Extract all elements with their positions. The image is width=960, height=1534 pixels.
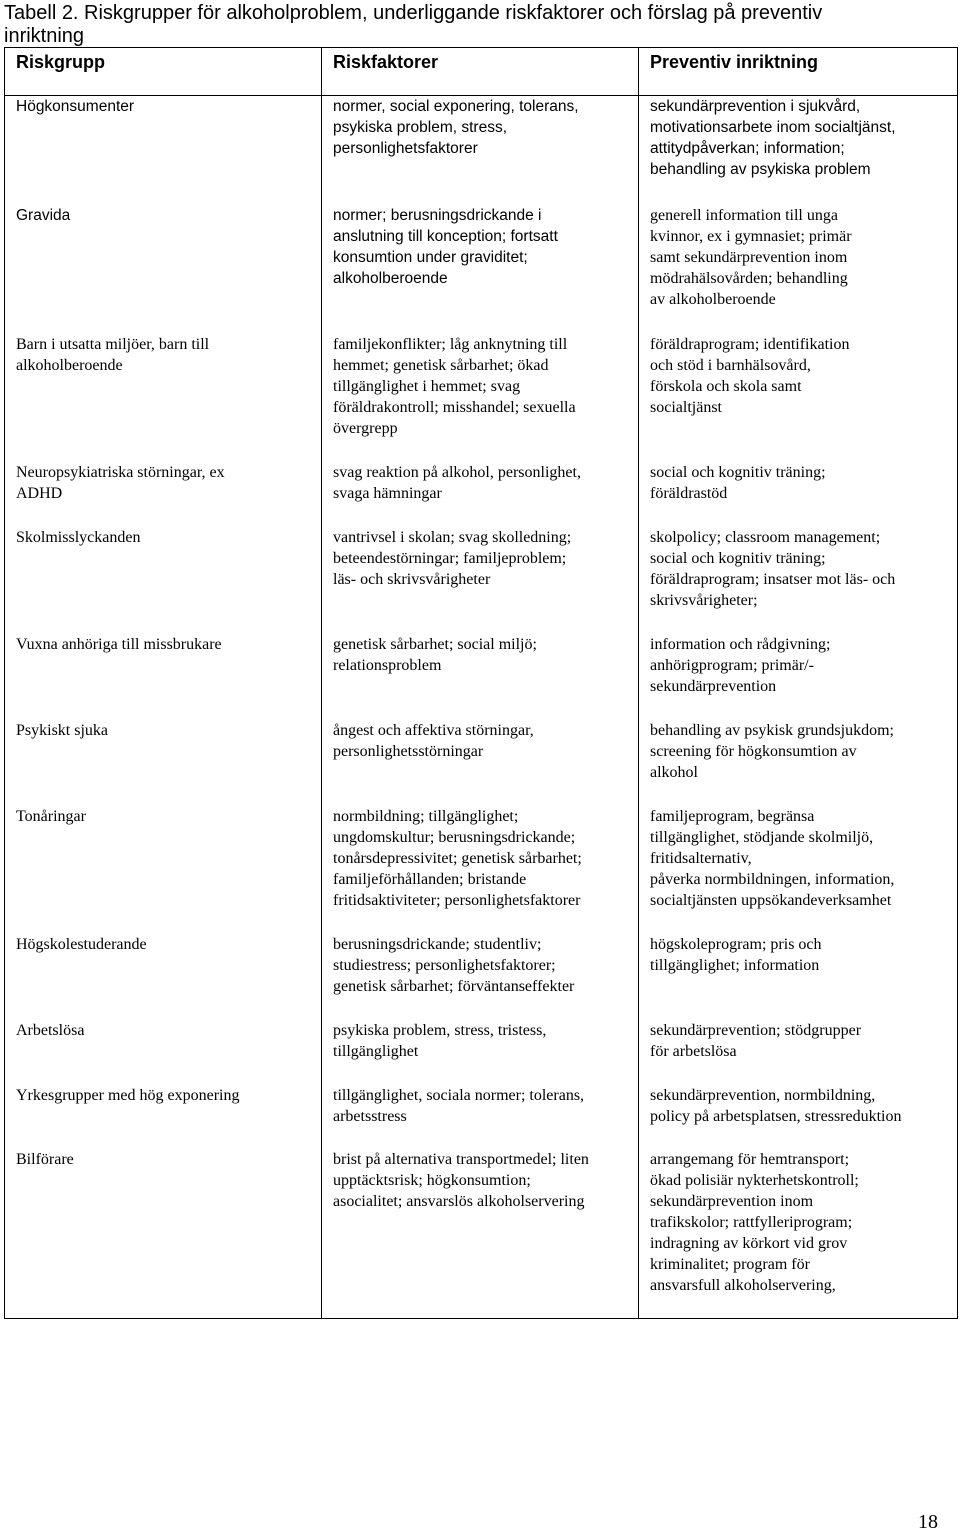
risk-group-cell: Psykiskt sjuka [5, 720, 322, 806]
prevention-cell: social och kognitiv träning; föräldrastöd [639, 462, 958, 527]
risk-group-cell: Barn i utsatta miljöer, barn till alkoholberoende [5, 334, 322, 462]
prevention-cell: sekundärprevention, normbildning, policy på arbetsplatsen, stressreduktion [639, 1085, 958, 1149]
column-header-preventiv-inriktning: Preventiv inriktning [639, 48, 958, 96]
risk-factor-cell: normer, social exponering, tolerans, psykiska problem, stress, personlighetsfaktorer [322, 96, 639, 205]
prevention-cell: generell information till unga kvinnor, ex i gymnasiet; primär samt sekundärprevention inom mödrahälsovården; behandling av alkoholberoende [639, 205, 958, 334]
table-row [5, 806, 958, 934]
risk-group-cell: Vuxna anhöriga till missbrukare [5, 634, 322, 720]
risk-factor-cell: brist på alternativa transportmedel; liten upptäcktsrisk; högkonsumtion; asocialitet; ansvarslös alkoholservering [322, 1149, 639, 1319]
table-row [5, 96, 958, 205]
table-row [5, 462, 958, 527]
risk-factor-cell: vantrivsel i skolan; svag skolledning; beteendestörningar; familjeproblem; läs- och skrivsvårigheter [322, 527, 639, 634]
prevention-cell: skolpolicy; classroom management; social och kognitiv träning; föräldraprogram; insatser mot läs- och skrivsvårigheter; [639, 527, 958, 634]
prevention-cell: högskoleprogram; pris och tillgänglighet; information [639, 934, 958, 1020]
risk-group-cell: Högkonsumenter [5, 96, 322, 205]
table-row [5, 934, 958, 1020]
risk-factor-cell: normbildning; tillgänglighet; ungdomskultur; berusningsdrickande; tonårsdepressivitet; genetisk sårbarhet; familjeförhållanden; bristande fritidsaktiviteter; personlighetsfaktorer [322, 806, 639, 934]
table-row [5, 527, 958, 634]
prevention-cell: föräldraprogram; identifikation och stöd i barnhälsovård, förskola och skola samt socialtjänst [639, 334, 958, 462]
table-row [5, 1020, 958, 1085]
risk-table [4, 47, 958, 1319]
prevention-cell: sekundärprevention; stödgrupper för arbetslösa [639, 1020, 958, 1085]
risk-group-cell: Neuropsykiatriska störningar, ex ADHD [5, 462, 322, 527]
prevention-cell: familjeprogram, begränsa tillgänglighet, stödjande skolmiljö, fritidsalternativ, påverka normbildningen, information, socialtjänsten uppsökandeverksamhet [639, 806, 958, 934]
risk-factor-cell: normer; berusningsdrickande i anslutning till konception; fortsatt konsumtion under graviditet; alkoholberoende [322, 205, 639, 334]
risk-factor-cell: svag reaktion på alkohol, personlighet, svaga hämningar [322, 462, 639, 527]
table-row [5, 1149, 958, 1319]
risk-factor-cell: berusningsdrickande; studentliv; studiestress; personlighetsfaktorer; genetisk sårbarhet; förväntanseffekter [322, 934, 639, 1020]
risk-factor-cell: familjekonflikter; låg anknytning till hemmet; genetisk sårbarhet; ökad tillgänglighet i hemmet; svag föräldrakontroll; misshandel; sexuella övergrepp [322, 334, 639, 462]
risk-group-cell: Arbetslösa [5, 1020, 322, 1085]
table-row [5, 205, 958, 334]
risk-group-cell: Högskolestuderande [5, 934, 322, 1020]
table-row [5, 334, 958, 462]
header-row [5, 48, 958, 96]
table-row [5, 634, 958, 720]
prevention-cell: arrangemang för hemtransport; ökad polisiär nykterhetskontroll; sekundärprevention inom trafikskolor; rattfylleriprogram; indragning av körkort vid grov kriminalitet; program för ansvarsfull alkoholservering, [639, 1149, 958, 1319]
risk-factor-cell: psykiska problem, stress, tristess, tillgänglighet [322, 1020, 639, 1085]
risk-group-cell: Tonåringar [5, 806, 322, 934]
risk-factor-cell: genetisk sårbarhet; social miljö; relationsproblem [322, 634, 639, 720]
page-number: 18 [918, 1511, 938, 1533]
prevention-cell: information och rådgivning; anhörigprogram; primär/- sekundärprevention [639, 634, 958, 720]
risk-group-cell: Skolmisslyckanden [5, 527, 322, 634]
column-header-riskgrupp: Riskgrupp [5, 48, 322, 96]
table-title: Tabell 2. Riskgrupper för alkoholproblem, underliggande riskfaktorer och förslag på preventiv inriktning [4, 2, 823, 47]
risk-group-cell: Bilförare [5, 1149, 322, 1319]
prevention-cell: sekundärprevention i sjukvård, motivationsarbete inom socialtjänst, attitydpåverkan; information; behandling av psykiska problem [639, 96, 958, 205]
risk-factor-cell: tillgänglighet, sociala normer; tolerans, arbetsstress [322, 1085, 639, 1149]
risk-group-cell: Yrkesgrupper med hög exponering [5, 1085, 322, 1149]
risk-factor-cell: ångest och affektiva störningar, personlighetsstörningar [322, 720, 639, 806]
prevention-cell: behandling av psykisk grundsjukdom; screening för högkonsumtion av alkohol [639, 720, 958, 806]
column-header-riskfaktorer: Riskfaktorer [322, 48, 639, 96]
table-row [5, 1085, 958, 1149]
risk-group-cell: Gravida [5, 205, 322, 334]
table-row [5, 720, 958, 806]
